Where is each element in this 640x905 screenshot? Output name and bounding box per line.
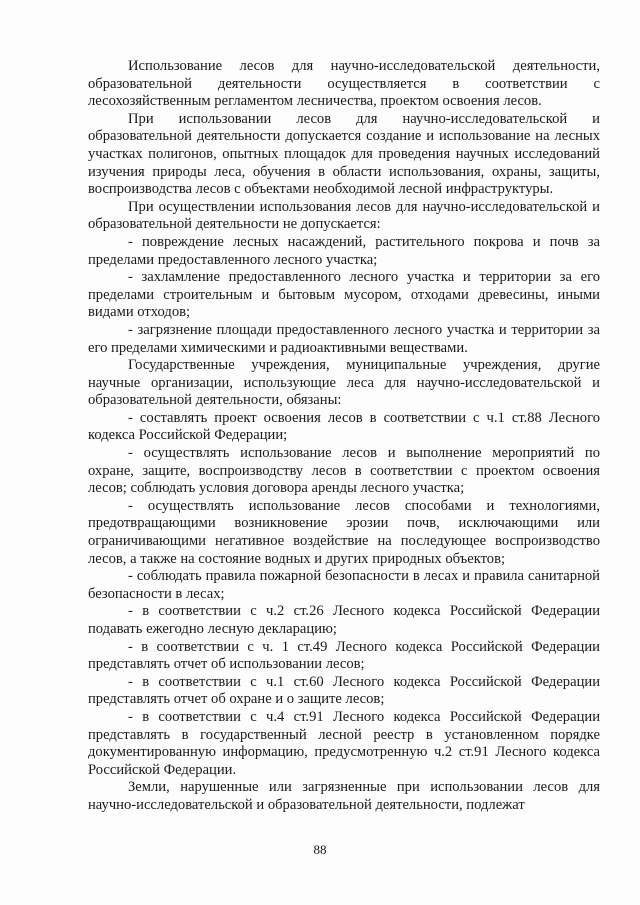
list-item: - осуществлять использование лесов и выполнение мероприятий по охране, защите, воспроизводству лесов в соответствии с проектом освоения лесов; соблюдать условия договора аренды лесного участка; (88, 445, 600, 497)
body-text (88, 58, 600, 815)
paragraph-obligations-intro: Государственные учреждения, муниципальные учреждения, другие научные организации, использующие леса для научно-исследовательской и образовательной деятельности, обязаны: (88, 357, 600, 409)
list-item: - соблюдать правила пожарной безопасности в лесах и правила санитарной безопасности в лесах; (88, 568, 600, 602)
paragraph-prohibited-intro: При осуществлении использования лесов для научно-исследовательской и образовательной деятельности не допускается: (88, 198, 600, 233)
list-item: - загрязнение площади предоставленного лесного участка и территории за его пределами химическими и радиоактивными веществами. (88, 321, 600, 356)
list-item: - в соответствии с ч.4 ст.91 Лесного кодекса Российской Федерации представлять в государственный лесной реестр в установленном порядке документированную информацию, предусмотренную ч.2 ст.91 Лесного кодекса Российской Федерации. (88, 708, 600, 778)
list-item: - захламление предоставленного лесного участка и территории за его пределами строительным и бытовым мусором, отходами древесины, иными видами отходов; (88, 269, 600, 321)
page-number: 88 (313, 842, 327, 857)
list-item: - в соответствии с ч. 1 ст.49 Лесного кодекса Российской Федерации представлять отчет об использовании лесов; (88, 638, 600, 673)
paragraph-disturbed-lands: Земли, нарушенные или загрязненные при использовании лесов для научно-исследовательской и образовательной деятельности, подлежат (88, 779, 600, 813)
list-item: - в соответствии с ч.1 ст.60 Лесного кодекса Российской Федерации представлять отчет об охране и о защите лесов; (88, 673, 600, 708)
paragraph-usage-basis: Использование лесов для научно-исследовательской деятельности, образовательной деятельности осуществляется в соответствии с лесохозяйственным регламентом лесничества, проектом освоения лесов. (88, 58, 600, 110)
list-item: - составлять проект освоения лесов в соответствии с ч.1 ст.88 Лесного кодекса Российской Федерации; (88, 409, 600, 444)
list-item: - повреждение лесных насаждений, растительного покрова и почв за пределами предоставленного лесного участка; (88, 233, 600, 268)
paragraph-permitted: При использовании лесов для научно-исследовательской и образовательной деятельности допускается создание и использование на лесных участках полигонов, опытных площадок для проведения научных исследований изучения природы леса, обучения в области использования, охраны, защиты, воспроизводства лесов с объектами необходимой лесной инфраструктуры. (88, 110, 600, 198)
list-item: - осуществлять использование лесов способами и технологиями, предотвращающими возникновение эрозии почв, исключающими или ограничивающими негативное воздействие на последующее воспроизводство лесов, а также на состояние водных и других природных объектов; (88, 497, 600, 567)
list-item: - в соответствии с ч.2 ст.26 Лесного кодекса Российской Федерации подавать ежегодно лесную декларацию; (88, 603, 600, 637)
